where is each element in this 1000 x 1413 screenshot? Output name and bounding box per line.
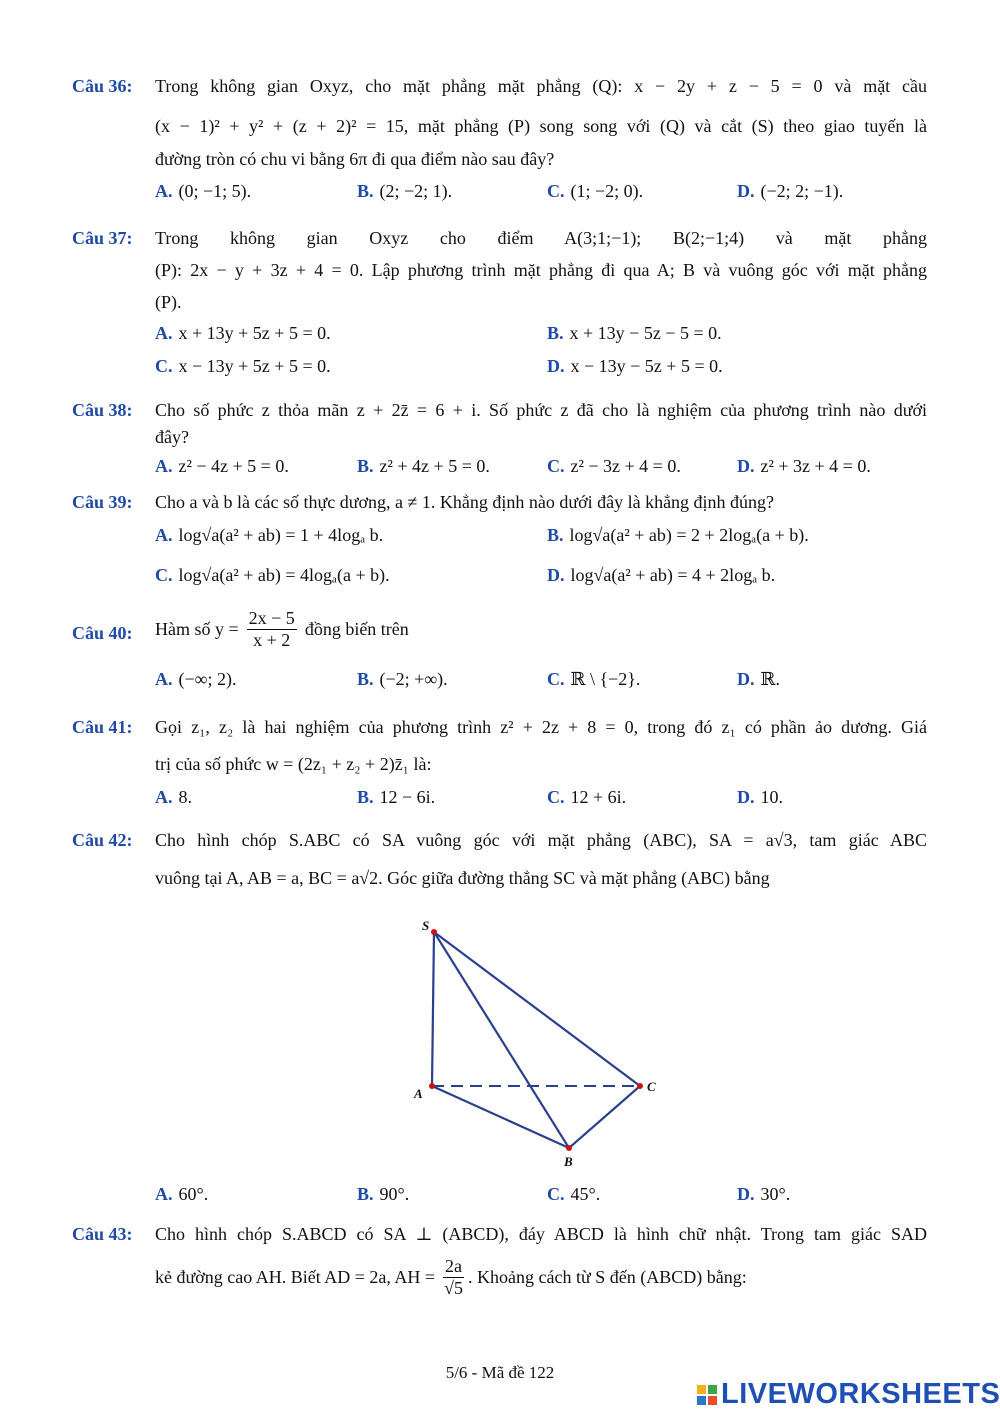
option-label: A. <box>155 669 173 689</box>
question-text: Cho số phức z thỏa mãn z + 2z̄ = 6 + i. Số phức z đã cho là nghiệm của phương trình nào dưới <box>155 400 927 420</box>
option-text: 10. <box>760 787 783 807</box>
text-prefix: kẻ đường cao AH. Biết AD = 2a, AH = <box>155 1267 436 1287</box>
point-a <box>429 1083 435 1089</box>
question-text <box>155 608 927 651</box>
formula-prefix: Hàm số y = <box>155 619 239 639</box>
option-b[interactable] <box>357 456 490 477</box>
option-label: A. <box>155 181 173 201</box>
option-c[interactable] <box>155 565 390 586</box>
formula-suffix: đồng biến trên <box>304 619 409 639</box>
option-text: (1; −2; 0). <box>570 181 644 201</box>
option-d[interactable] <box>737 456 871 477</box>
question-label: Câu 38: <box>72 400 133 420</box>
option-a[interactable] <box>155 323 331 344</box>
option-text: log√a(a² + ab) = 4logₐ(a + b). <box>178 565 390 585</box>
option-text: x + 13y + 5z + 5 = 0. <box>178 323 331 343</box>
logo-text: LIVEWORKSHEETS <box>721 1378 1000 1410</box>
option-a[interactable] <box>155 787 192 808</box>
question-label: Câu 36: <box>72 76 133 96</box>
question-text: Trong không gian Oxyz cho điểm A(3;1;−1); B(2;−1;4) và mặt phẳng <box>155 228 927 248</box>
label-a: A <box>414 1086 423 1101</box>
page-footer: 5/6 - Mã đề 122 <box>445 1363 555 1382</box>
question-label: Câu 39: <box>72 492 133 512</box>
option-d[interactable] <box>547 565 775 586</box>
fraction <box>247 608 297 651</box>
option-b[interactable] <box>357 669 448 690</box>
option-a[interactable] <box>155 181 251 202</box>
option-label: A. <box>155 1184 173 1204</box>
option-c[interactable] <box>547 1184 600 1205</box>
option-text: z² − 4z + 5 = 0. <box>178 456 289 476</box>
option-a[interactable] <box>155 1184 208 1205</box>
question-text: vuông tại A, AB = a, BC = a√2. Góc giữa đường thẳng SC và mặt phẳng (ABC) bằng <box>155 868 770 888</box>
option-text: z² + 4z + 5 = 0. <box>379 456 490 476</box>
label-s: S <box>422 918 430 933</box>
option-label: C. <box>547 181 565 201</box>
option-label: D. <box>737 456 755 476</box>
option-label: A. <box>155 525 173 545</box>
option-text: log√a(a² + ab) = 2 + 2logₐ(a + b). <box>569 525 809 545</box>
edge-sb <box>434 932 569 1148</box>
liveworksheets-logo[interactable] <box>697 1378 1000 1411</box>
option-label: C. <box>547 456 565 476</box>
question-text: Gọi z₁, z₂ là hai nghiệm của phương trình z² + 2z + 8 = 0, trong đó z₁ có phần ảo dương. Giá <box>155 717 927 737</box>
point-s <box>431 929 437 935</box>
option-label: C. <box>547 1184 565 1204</box>
question-text: (P): 2x − y + 3z + 4 = 0. Lập phương trình mặt phẳng đi qua A; B và vuông góc với mặt phẳng <box>155 260 927 280</box>
edge-sa <box>432 932 434 1086</box>
option-label: A. <box>155 323 173 343</box>
option-label: C. <box>547 787 565 807</box>
option-label: C. <box>547 669 565 689</box>
option-text: x + 13y − 5z − 5 = 0. <box>569 323 722 343</box>
fraction-numerator: 2a <box>445 1256 463 1276</box>
option-label: B. <box>357 181 374 201</box>
question-label: Câu 41: <box>72 717 133 737</box>
option-label: A. <box>155 456 173 476</box>
question-label: Câu 43: <box>72 1224 133 1244</box>
option-label: A. <box>155 787 173 807</box>
option-label: D. <box>737 1184 755 1204</box>
option-label: B. <box>357 1184 374 1204</box>
option-label: D. <box>547 565 565 585</box>
option-text: (2; −2; 1). <box>379 181 453 201</box>
option-d[interactable] <box>737 1184 790 1205</box>
option-text: (−2; +∞). <box>379 669 448 689</box>
option-c[interactable] <box>547 787 626 808</box>
question-text: Cho hình chóp S.ABCD có SA ⊥ (ABCD), đáy ABCD là hình chữ nhật. Trong tam giác SAD <box>155 1224 927 1244</box>
point-b <box>566 1145 572 1151</box>
option-a[interactable] <box>155 456 289 477</box>
option-label: B. <box>547 525 564 545</box>
option-b[interactable] <box>357 181 452 202</box>
option-a[interactable] <box>155 525 383 546</box>
option-c[interactable] <box>547 456 681 477</box>
text-suffix: . Khoảng cách từ S đến (ABCD) bằng: <box>468 1267 747 1287</box>
question-text: (x − 1)² + y² + (z + 2)² = 15, mặt phẳng (P) song song với (Q) và cắt (S) theo giao tuyến là <box>155 116 927 136</box>
option-b[interactable] <box>357 1184 409 1205</box>
option-label: B. <box>357 456 374 476</box>
option-text: ℝ. <box>760 669 780 689</box>
option-text: 45°. <box>570 1184 601 1204</box>
option-label: B. <box>357 669 374 689</box>
edge-sc <box>434 932 640 1086</box>
option-b[interactable] <box>357 787 435 808</box>
question-text <box>155 1256 927 1299</box>
option-d[interactable] <box>737 669 780 690</box>
option-label: B. <box>357 787 374 807</box>
question-text: đường tròn có chu vi bằng 6π đi qua điểm nào sau đây? <box>155 149 555 169</box>
option-d[interactable] <box>737 787 783 808</box>
option-label: B. <box>547 323 564 343</box>
option-label: D. <box>737 181 755 201</box>
option-c[interactable] <box>155 356 331 377</box>
option-a[interactable] <box>155 669 236 690</box>
option-b[interactable] <box>547 323 722 344</box>
question-label: Câu 42: <box>72 830 133 850</box>
option-label: C. <box>155 356 173 376</box>
fraction-numerator: 2x − 5 <box>248 608 295 628</box>
option-text: log√a(a² + ab) = 4 + 2logₐ b. <box>570 565 776 585</box>
logo-mark-icon <box>697 1385 717 1405</box>
question-label: Câu 40: <box>72 623 133 643</box>
option-text: 90°. <box>379 1184 410 1204</box>
option-text: z² − 3z + 4 = 0. <box>570 456 681 476</box>
option-text: (−2; 2; −1). <box>760 181 844 201</box>
question-text: Cho hình chóp S.ABC có SA vuông góc với mặt phẳng (ABC), SA = a√3, tam giác ABC <box>155 830 927 850</box>
option-text: x − 13y + 5z + 5 = 0. <box>178 356 331 376</box>
fraction-denominator: x + 2 <box>253 630 291 650</box>
option-text: z² + 3z + 4 = 0. <box>760 456 871 476</box>
pyramid-figure <box>400 912 680 1172</box>
option-d[interactable] <box>547 356 723 377</box>
option-c[interactable] <box>547 181 643 202</box>
option-text: ℝ \ {−2}. <box>570 669 641 689</box>
option-text: 8. <box>178 787 192 807</box>
option-text: 60°. <box>178 1184 209 1204</box>
edge-bc <box>569 1086 640 1148</box>
option-label: C. <box>155 565 173 585</box>
label-b: B <box>564 1154 573 1169</box>
option-text: 30°. <box>760 1184 791 1204</box>
question-text: đây? <box>155 427 189 447</box>
question-text: (P). <box>155 292 182 312</box>
option-text: x − 13y − 5z + 5 = 0. <box>570 356 723 376</box>
label-c: C <box>647 1079 656 1094</box>
option-label: D. <box>547 356 565 376</box>
question-label: Câu 37: <box>72 228 133 248</box>
option-b[interactable] <box>547 525 809 546</box>
option-text: 12 + 6i. <box>570 787 627 807</box>
point-c <box>637 1083 643 1089</box>
question-text: trị của số phức w = (2z₁ + z₂ + 2)z̄₁ là: <box>155 754 432 774</box>
option-label: D. <box>737 787 755 807</box>
option-label: D. <box>737 669 755 689</box>
option-text: (0; −1; 5). <box>178 181 252 201</box>
fraction-denominator: √5 <box>444 1278 463 1298</box>
option-text: log√a(a² + ab) = 1 + 4logₐ b. <box>178 525 384 545</box>
option-text: (−∞; 2). <box>178 669 237 689</box>
question-text: Trong không gian Oxyz, cho mặt phẳng mặt phẳng (Q): x − 2y + z − 5 = 0 và mặt cầu <box>155 76 927 96</box>
question-text: Cho a và b là các số thực dương, a ≠ 1. Khẳng định nào dưới đây là khẳng định đúng? <box>155 492 775 512</box>
fraction <box>443 1256 464 1299</box>
option-d[interactable] <box>737 181 843 202</box>
option-text: 12 − 6i. <box>379 787 436 807</box>
option-c[interactable] <box>547 669 640 690</box>
